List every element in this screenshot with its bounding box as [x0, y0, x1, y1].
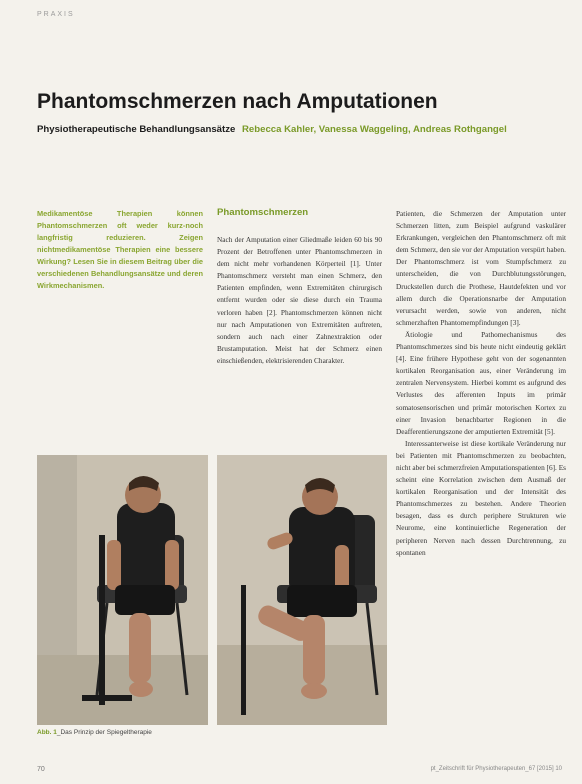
article-lead: Medikamentöse Therapien können Phantomschmerzen oft weder kurz-noch langfristig reduzieren. Zeigen nichtmedikamentöse Therapien eine bessere Wirkung? Lesen Sie in diesem Beitrag über die verschiedenen Behandlungsansätze und deren Wirkmechanismen. — [37, 209, 203, 290]
section-tag: PRAXIS — [37, 11, 75, 18]
figure-caption — [37, 729, 152, 736]
caption-text: _Das Prinzip der Spiegeltherapie — [56, 729, 152, 736]
page-number: 70 — [37, 766, 45, 773]
article-title: Phantomschmerzen nach Amputationen — [37, 90, 438, 113]
figure-photo-mirror-therapy-2 — [217, 455, 387, 725]
article-subtitle: Physiotherapeutische Behandlungsansätze — [37, 124, 236, 135]
body-paragraph: Interessanterweise ist diese kortikale Veränderung nur bei Patienten mit Phantomschmerzen zu beobachten, nicht aber bei schmerzfreien Amputationspatienten [6]. Es scheint eine Korrelation zwischen dem Ausmaß der kortikalen Reorganisation und der Intensität des Phantomschmerzes zu bestehen. Andere Theorien besagen, dass es durch periphere Strukturen wie Neurome, eine kontinuierliche Regeneration der peripheren Nerven nach dessen Durchtrennung, zu spontanen — [396, 438, 566, 557]
body-paragraph: Nach der Amputation einer Gliedmaße leiden 60 bis 90 Prozent der Betroffenen unter Phantomschmerzen in dem nicht mehr vorhandenen Körperteil [1]. Unter Phantomschmerz versteht man einen Schmerz, den Patienten empfinden, wenn Extremitäten chirurgisch entfernt wurden oder sie diese durch ein Trauma verloren haben [2]. Phantomschmerzen können nicht nur nach Amputationen von Extremitäten auftreten, sondern auch nach einer Zahnextraktion oder Brustamputation. Meist hat der Schmerz einen einschießenden, elektrisierenden Charakter. — [217, 235, 382, 365]
section-heading: Phantomschmerzen — [217, 207, 309, 218]
caption-label: Abb. 1 — [37, 729, 57, 736]
body-paragraph: Ätiologie und Pathomechanismus des Phantomschmerzes sind bis heute nicht eindeutig geklärt [4]. Eine frühere Hypothese geht von der sogenannten kortikalen Reorganisation aus, einer Veränderung im zentralen Nervensystem. Hierbei kommt es aufgrund des Verlustes des afferenten Inputs im primär somatosensorischen und primär motorischen Kortex zu einer Invasion benachbarter Regionen in die Deafferentierungszone der amputierten Extremität [5]. — [396, 329, 566, 436]
subtitle-line — [37, 124, 567, 135]
figure-photo-mirror-therapy-1 — [37, 455, 208, 725]
article-authors: Rebecca Kahler, Vanessa Waggeling, Andreas Rothgangel — [242, 124, 507, 135]
body-column-3 — [396, 208, 566, 559]
body-column-2 — [217, 234, 382, 367]
body-paragraph: Patienten, die Schmerzen der Amputation unter Schmerzen litten, zum Beispiel aufgrund vaskulärer Erkrankungen, vergleichen den Phantomschmerz oft mit dem Schmerz, den sie vor der Amputation verspürt haben. Der Phantomschmerz ist vom Stumpfschmerz zu unterscheiden, die von Durchblutungsstörungen, Druckstellen durch die Prothese, Hautdefekten und vor allem durch die Operationsnarbe der Amputation verursacht werden, sowie von anderen, nicht schmerzhaften Phantomempfindungen [3]. — [396, 209, 566, 327]
footer-reference: pt_Zeitschrift für Physiotherapeuten_67 [2015] 10 — [430, 766, 562, 772]
